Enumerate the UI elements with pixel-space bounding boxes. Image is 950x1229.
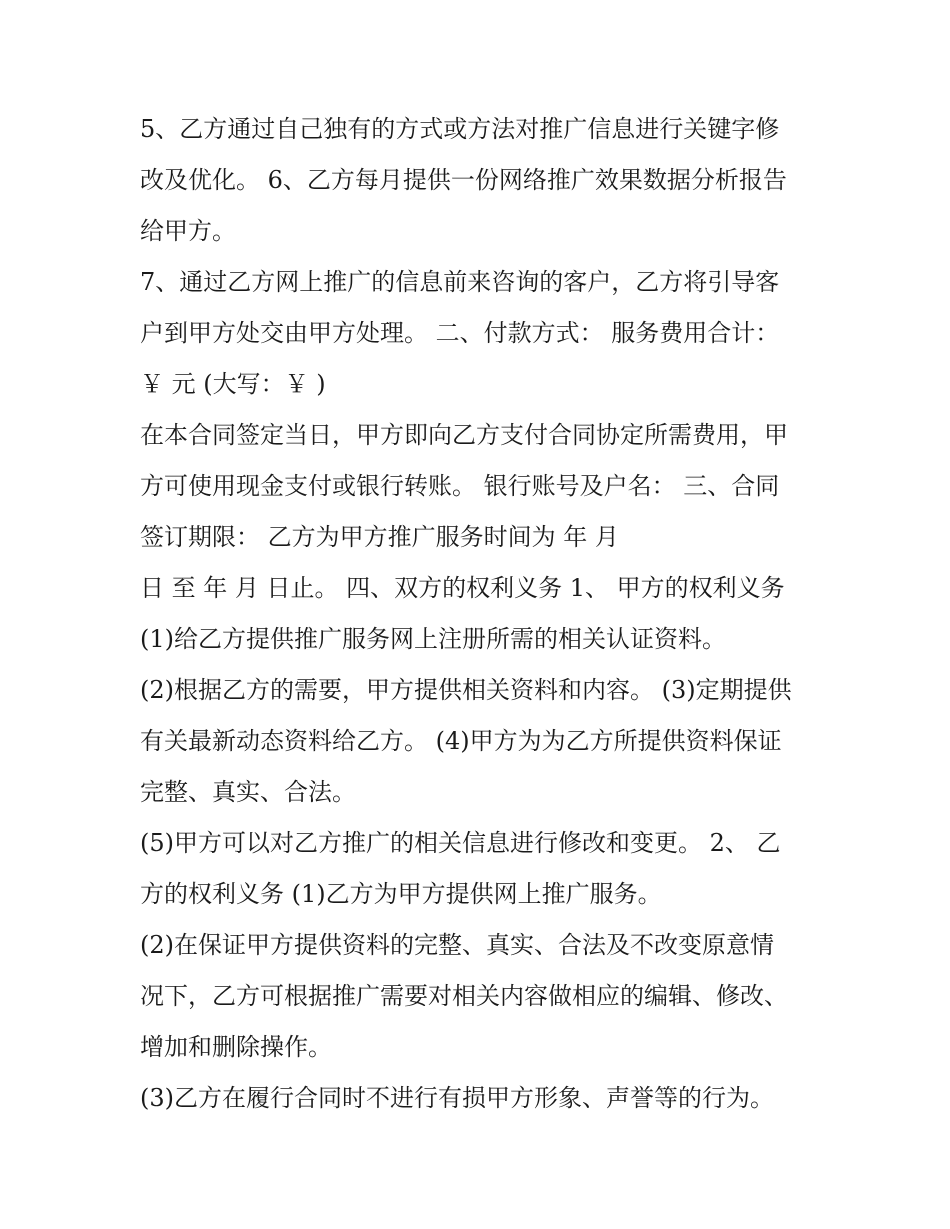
text-line: (3)乙方在履行合同时不进行有损甲方形象、声誉等的行为。 bbox=[140, 1084, 774, 1112]
text-line: 在本合同签定当日，甲方即向乙方支付合同协定所需费用，甲 bbox=[140, 421, 788, 449]
text-line: 增加和删除操作。 bbox=[140, 1033, 332, 1061]
text-line: 方可使用现金支付或银行转账。 银行账号及户名： 三、合同 bbox=[140, 472, 780, 500]
text-line: 5、乙方通过自己独有的方式或方法对推广信息进行关键字修 bbox=[140, 115, 780, 143]
text-line: (2)根据乙方的需要，甲方提供相关资料和内容。 (3)定期提供 bbox=[140, 676, 792, 704]
text-line: 给甲方。 bbox=[140, 217, 236, 245]
text-line: (5)甲方可以对乙方推广的相关信息进行修改和变更。 2、 乙 bbox=[140, 829, 781, 857]
text-line: 方的权利义务 (1)乙方为甲方提供网上推广服务。 bbox=[140, 880, 662, 908]
text-line: ￥ 元 (大写：￥ ) bbox=[140, 370, 326, 398]
document-body bbox=[140, 104, 820, 1124]
text-line: (1)给乙方提供推广服务网上注册所需的相关认证资料。 bbox=[140, 625, 726, 653]
text-line: (2)在保证甲方提供资料的完整、真实、合法及不改变原意情 bbox=[140, 931, 774, 959]
text-line: 有关最新动态资料给乙方。 (4)甲方为为乙方所提供资料保证 bbox=[140, 727, 782, 755]
text-line: 日 至 年 月 日止。 四、双方的权利义务 1、 甲方的权利义务 bbox=[140, 574, 785, 602]
text-line: 签订期限： 乙方为甲方推广服务时间为 年 月 bbox=[140, 523, 619, 551]
text-line: 7、通过乙方网上推广的信息前来咨询的客户，乙方将引导客 bbox=[140, 268, 780, 296]
text-line: 况下，乙方可根据推广需要对相关内容做相应的编辑、修改、 bbox=[140, 982, 788, 1010]
text-line: 改及优化。 6、乙方每月提供一份网络推广效果数据分析报告 bbox=[140, 166, 787, 194]
text-line: 完整、真实、合法。 bbox=[140, 778, 356, 806]
text-line: 户到甲方处交由甲方处理。 二、付款方式： 服务费用合计： bbox=[140, 319, 780, 347]
